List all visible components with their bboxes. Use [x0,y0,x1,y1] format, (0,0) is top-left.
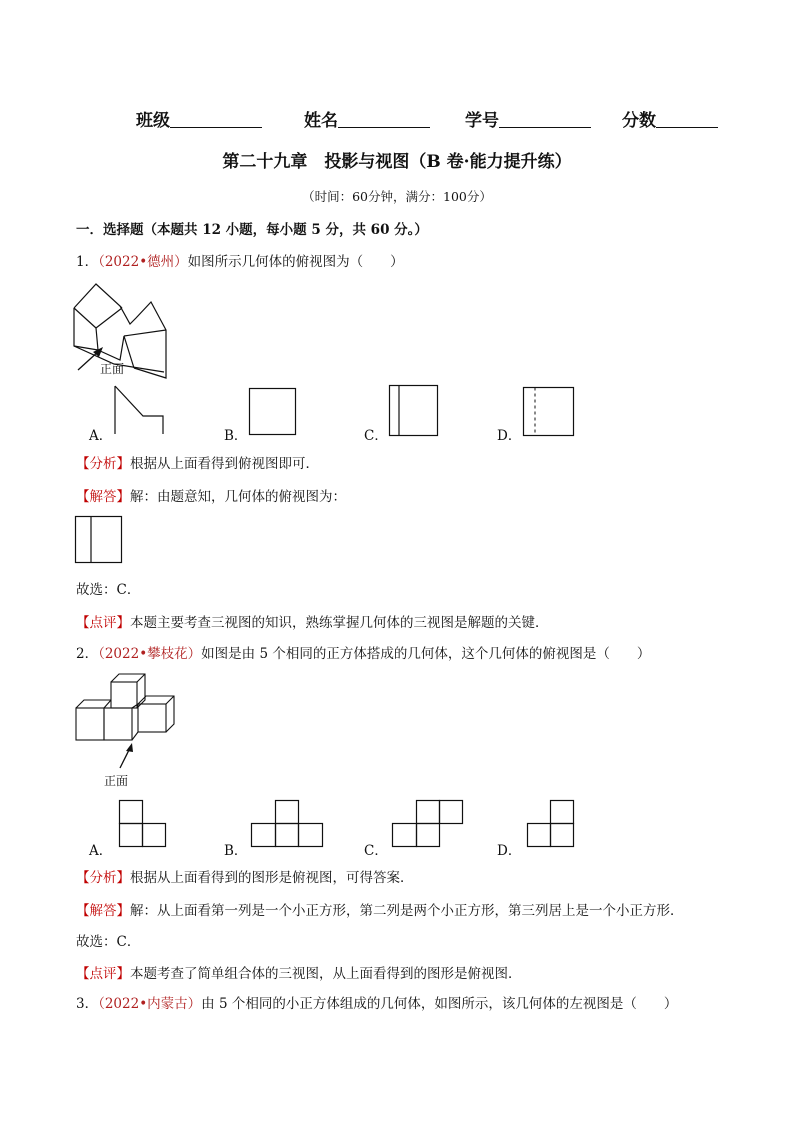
q1-answer-figure [75,516,123,564]
comment-text: 本题主要考查三视图的知识，熟练掌握几何体的三视图是解题的关键． [130,615,549,631]
answer-text: 解：由题意知，几何体的俯视图为： [130,489,346,505]
q2-option-c[interactable]: C． [364,843,388,859]
name-label: 姓名 [304,111,338,131]
question-text: 如图所示几何体的俯视图为（ ） [187,254,404,270]
answer-text: 解：从上面看第一列是一个小正方形，第二列是两个小正方形，第三列居上是一个小正方形． [130,903,684,919]
question-2-stem [76,642,650,662]
q1-comment [76,611,549,631]
comment-text: 本题考查了简单组合体的三视图，从上面看得到的图形是俯视图． [130,966,522,982]
question-3-stem [76,992,677,1012]
q2-option-a-figure[interactable] [119,800,169,850]
q2-front-arrow [118,742,138,772]
q1-option-b-figure[interactable] [249,388,297,436]
name-blank [338,111,430,128]
q2-option-b[interactable]: B． [224,843,248,859]
question-text: 如图是由 5 个相同的正方体搭成的几何体，这个几何体的俯视图是（ ） [201,646,651,662]
q1-option-a-figure[interactable] [113,386,173,436]
question-text: 由 5 个相同的小正方体组成的几何体，如图所示，该几何体的左视图是（ ） [201,996,678,1012]
q1-answer [76,485,346,505]
question-source: （2022•攀枝花） [98,646,202,662]
question-number: 2． [76,646,99,662]
answer-tag: 【解答】 [76,903,130,919]
question-source: （2022•德州） [98,254,188,270]
q2-answer [76,899,684,919]
section-heading: 一．选择题（本题共 12 小题，每小题 5 分，共 60 分。） [76,222,428,238]
q2-cube-figure [74,672,184,747]
class-field [136,106,262,131]
class-blank [170,111,262,128]
q2-comment [76,962,522,982]
q1-option-d-figure[interactable] [523,387,575,437]
comment-tag: 【点评】 [76,615,130,631]
q2-analysis [76,866,414,886]
question-1-stem [76,250,404,270]
analysis-text: 根据从上面看得到俯视图即可． [130,456,319,472]
name-field [304,106,430,131]
answer-tag: 【解答】 [76,489,130,505]
q2-option-c-figure[interactable] [392,800,468,850]
q2-option-d[interactable]: D． [497,843,522,859]
class-label: 班级 [136,111,170,131]
q1-option-d[interactable]: D． [497,428,522,444]
comment-tag: 【点评】 [76,966,130,982]
analysis-tag: 【分析】 [76,456,130,472]
score-field [622,106,718,131]
q1-option-b[interactable]: B． [224,428,248,444]
score-blank [656,111,718,128]
q1-analysis [76,452,319,472]
q1-option-a[interactable]: A． [89,428,113,444]
page-title: 第二十九章 投影与视图（B 卷·能力提升练） [222,152,572,172]
q1-choice: 故选：C． [76,582,141,598]
question-source: （2022•内蒙古） [98,996,202,1012]
question-number: 3． [76,996,99,1012]
q1-option-c[interactable]: C． [364,428,388,444]
student-id-label: 学号 [465,111,499,131]
q2-choice: 故选：C． [76,934,141,950]
score-label: 分数 [622,111,656,131]
q2-option-a[interactable]: A． [89,843,113,859]
analysis-tag: 【分析】 [76,870,130,886]
q1-front-label: 正面 [100,362,125,376]
student-id-blank [499,111,591,128]
student-id-field [465,106,591,131]
question-number: 1． [76,254,99,270]
q2-option-b-figure[interactable] [251,800,327,850]
q2-option-d-figure[interactable] [527,800,577,850]
q2-front-label: 正面 [104,774,129,788]
page-subtitle: （时间：60分钟，满分：100分） [302,189,492,204]
analysis-text: 根据从上面看得到的图形是俯视图，可得答案． [130,870,414,886]
q1-option-c-figure[interactable] [389,385,439,437]
